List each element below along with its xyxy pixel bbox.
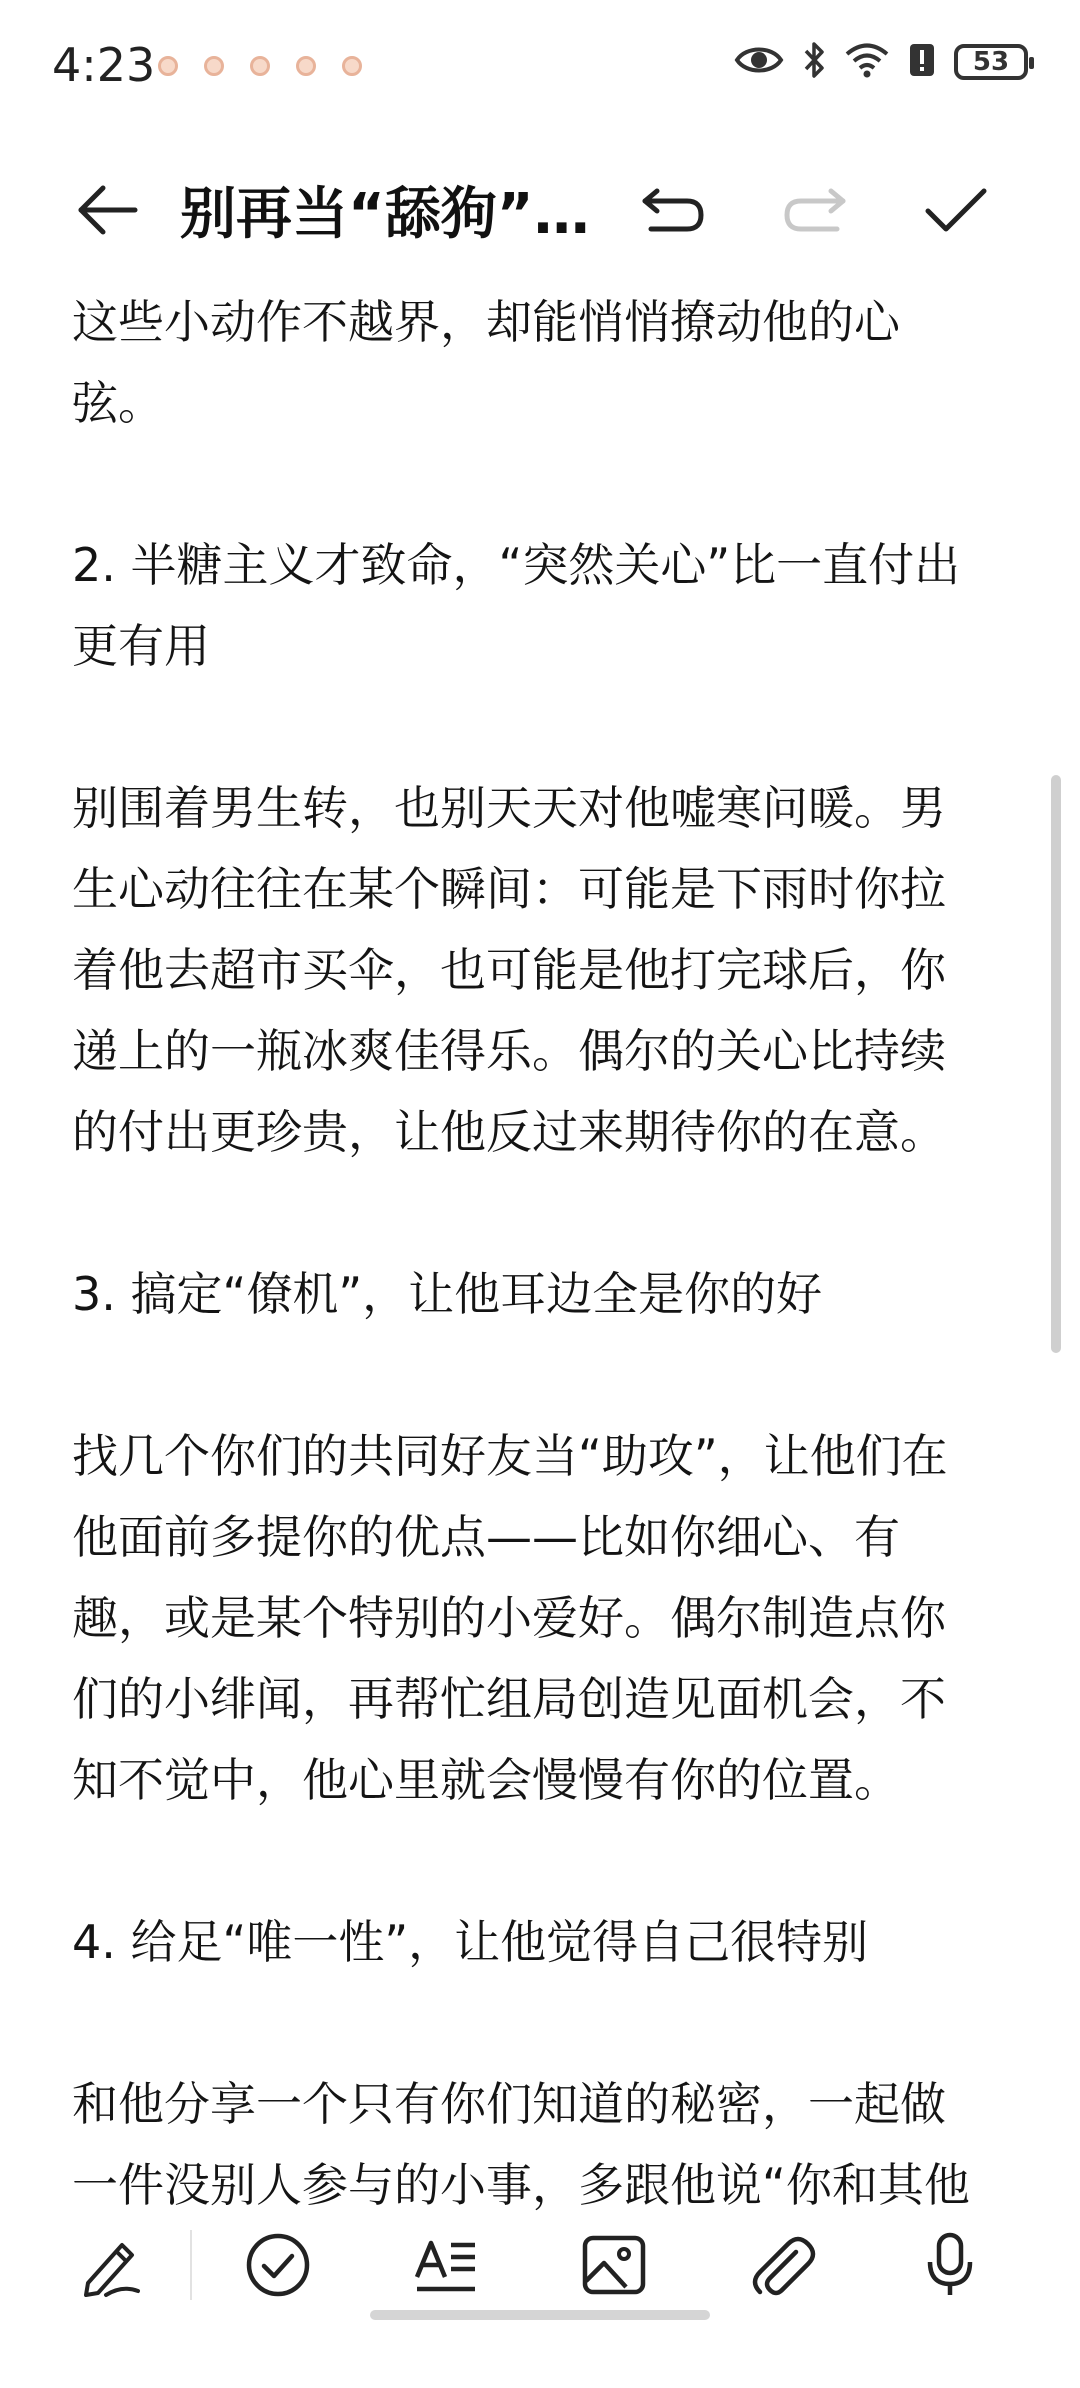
app-notification-icon: [250, 56, 270, 76]
app-notification-icon: [204, 56, 224, 76]
status-icons: [734, 40, 1028, 84]
microphone-icon[interactable]: [910, 2225, 990, 2305]
undo-icon[interactable]: [632, 170, 712, 250]
handwriting-pen-icon[interactable]: [70, 2225, 150, 2305]
app-notification-icon: [296, 56, 316, 76]
attachment-icon[interactable]: [742, 2225, 822, 2305]
image-icon[interactable]: [574, 2225, 654, 2305]
status-bar: [0, 0, 1080, 130]
paragraph: 别围着男生转，也别天天对他嘘寒问暖。男 生心动往往在某个瞬间：可能是下雨时你拉 着他去超市买伞，也可能是他打完球后，你 递上的一瓶冰爽佳得乐。偶尔的关心比持续 的付出更珍贵，让他反过来期待你的在意。: [72, 781, 946, 1159]
checkmark-icon[interactable]: [916, 170, 996, 250]
app-notification-icon: [342, 56, 362, 76]
text-format-icon[interactable]: [406, 2225, 486, 2305]
redo-icon: [776, 170, 856, 250]
checklist-icon[interactable]: [238, 2225, 318, 2305]
paragraph: 这些小动作不越界，却能悄悄撩动他的心 弦。: [72, 295, 900, 430]
paragraph: 和他分享一个只有你们知道的秘密，一起做 一件没别人参与的小事，多跟他说“你和其他: [72, 2077, 970, 2212]
paragraph: 找几个你们的共同好友当“助攻”，让他们在 他面前多提你的优点——比如你细心、有 趣，或是某个特别的小爱好。偶尔制造点你 们的小绯闻，再帮忙组局创造见面机会，不 知不觉中，他心里就会慢慢有你的位置。: [72, 1429, 948, 1807]
wifi-icon: [844, 41, 890, 83]
home-indicator: [370, 2310, 710, 2320]
battery-level: 53: [972, 47, 1010, 77]
scrollbar[interactable]: [1051, 775, 1061, 1353]
status-time: 4:23: [52, 38, 156, 92]
note-title[interactable]: 别再当“舔狗”…: [180, 182, 590, 247]
eye-icon: [734, 42, 784, 82]
alert-icon: [908, 41, 936, 83]
toolbar-divider: [190, 2230, 192, 2300]
app-notification-icon: [158, 56, 178, 76]
section-heading: 4. 给足“唯一性”，让他觉得自己很特别: [72, 1915, 869, 1969]
note-body[interactable]: [72, 282, 1012, 2212]
bottom-toolbar: [0, 2190, 1080, 2340]
bluetooth-icon: [802, 40, 826, 84]
section-heading: 3. 搞定“僚机”，让他耳边全是你的好: [72, 1267, 823, 1321]
notification-icons: [158, 56, 362, 76]
back-arrow-icon[interactable]: [66, 170, 146, 250]
battery-icon: [954, 44, 1028, 80]
section-heading: 2. 半糖主义才致命，“突然关心”比一直付出 更有用: [72, 538, 961, 673]
